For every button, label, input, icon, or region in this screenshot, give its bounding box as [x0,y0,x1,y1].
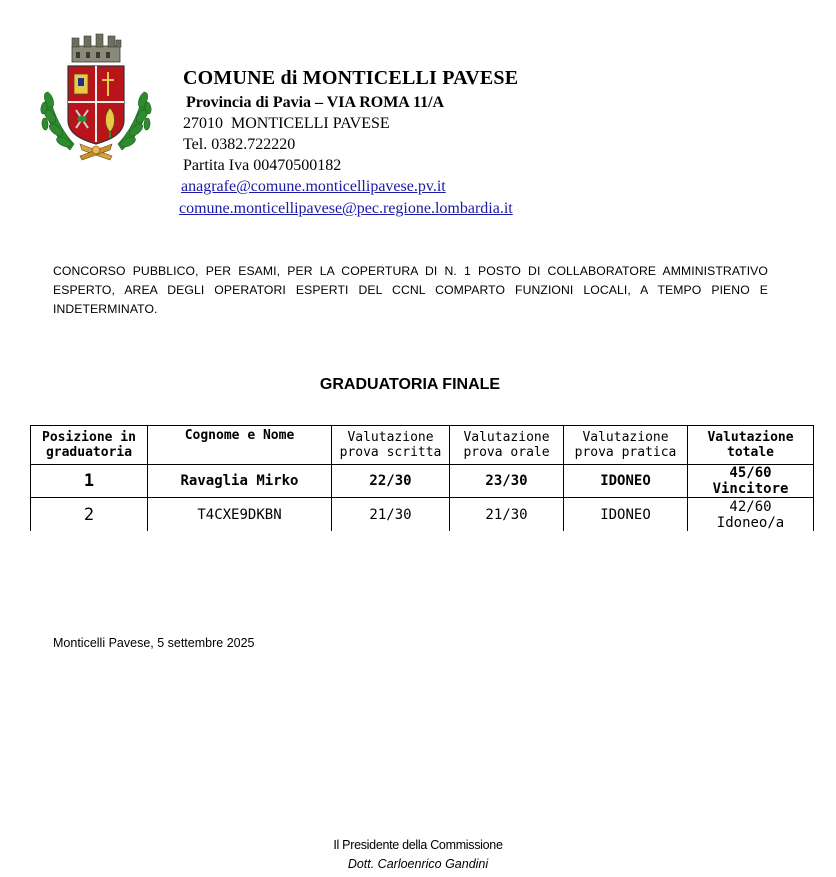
header-position [31,426,148,465]
cell-name: Ravaglia Mirko [148,465,332,498]
header-practical-line1: Valutazione [582,430,669,445]
ranking-title: GRADUATORIA FINALE [319,376,501,393]
province-address: Provincia di Pavia – VIA ROMA 11/A [186,94,445,111]
table-row [31,498,814,532]
header-name-label: Cognome e Nome [184,428,295,443]
cell-total [688,498,814,532]
postal-address: 27010 MONTICELLI PAVESE [183,115,390,132]
cell-total [688,465,814,498]
cell-practical: IDONEO [564,465,688,498]
header-written [332,426,450,465]
ranking-table [30,425,814,531]
header-position-line1: Posizione in [42,430,136,445]
cell-written: 21/30 [332,498,450,532]
header-name [148,426,332,465]
total-score: 45/60 [729,465,772,481]
header-total [688,426,814,465]
header-oral-line1: Valutazione [463,430,550,445]
header-practical [564,426,688,465]
competition-description: CONCORSO PUBBLICO, PER ESAMI, PER LA COPERTURA DI N. 1 POSTO DI COLLABORATORE AMMINISTRATIVO ESPERTO, AREA DEGLI OPERATORI ESPERTI DEL CCNL COMPARTO FUNZIONI LOCALI, A TEMPO PIENO E INDETERMINATO. [53,264,768,316]
total-score: 42/60 [729,498,772,515]
header-oral [450,426,564,465]
cell-name: T4CXE9DKBN [148,498,332,532]
email-link-registry[interactable]: anagrafe@comune.monticellipavese.pv.it [181,178,446,195]
header-oral-line2: prova orale [463,445,550,460]
signature-role: Il Presidente della Commissione [333,838,503,852]
cell-written: 22/30 [332,465,450,498]
header-total-line1: Valutazione [707,430,794,445]
cell-position: 1 [31,465,148,498]
signature-name: Dott. Carloenrico Gandini [347,857,489,871]
municipality-name: COMUNE di MONTICELLI PAVESE [183,67,519,89]
header-position-line2: graduatoria [45,445,133,460]
cell-practical: IDONEO [564,498,688,532]
table-header-row [31,426,814,465]
cell-oral: 23/30 [450,465,564,498]
header-written-line2: prova scritta [339,445,442,460]
cell-oral: 21/30 [450,498,564,532]
table-row [31,465,814,498]
place-and-date: Monticelli Pavese, 5 settembre 2025 [53,636,255,650]
header-written-line1: Valutazione [347,430,434,445]
header-practical-line2: prova pratica [574,445,677,460]
total-outcome: Idoneo/a [716,514,785,531]
email-link-pec[interactable]: comune.monticellipavese@pec.regione.lombardia.it [179,200,513,217]
header-total-line2: totale [727,445,774,460]
cell-position: 2 [31,498,148,532]
telephone: Tel. 0382.722220 [183,136,296,153]
total-outcome: Vincitore [712,481,789,497]
vat-number: Partita Iva 00470500182 [183,157,342,174]
municipal-coat-of-arms-icon [40,32,152,162]
